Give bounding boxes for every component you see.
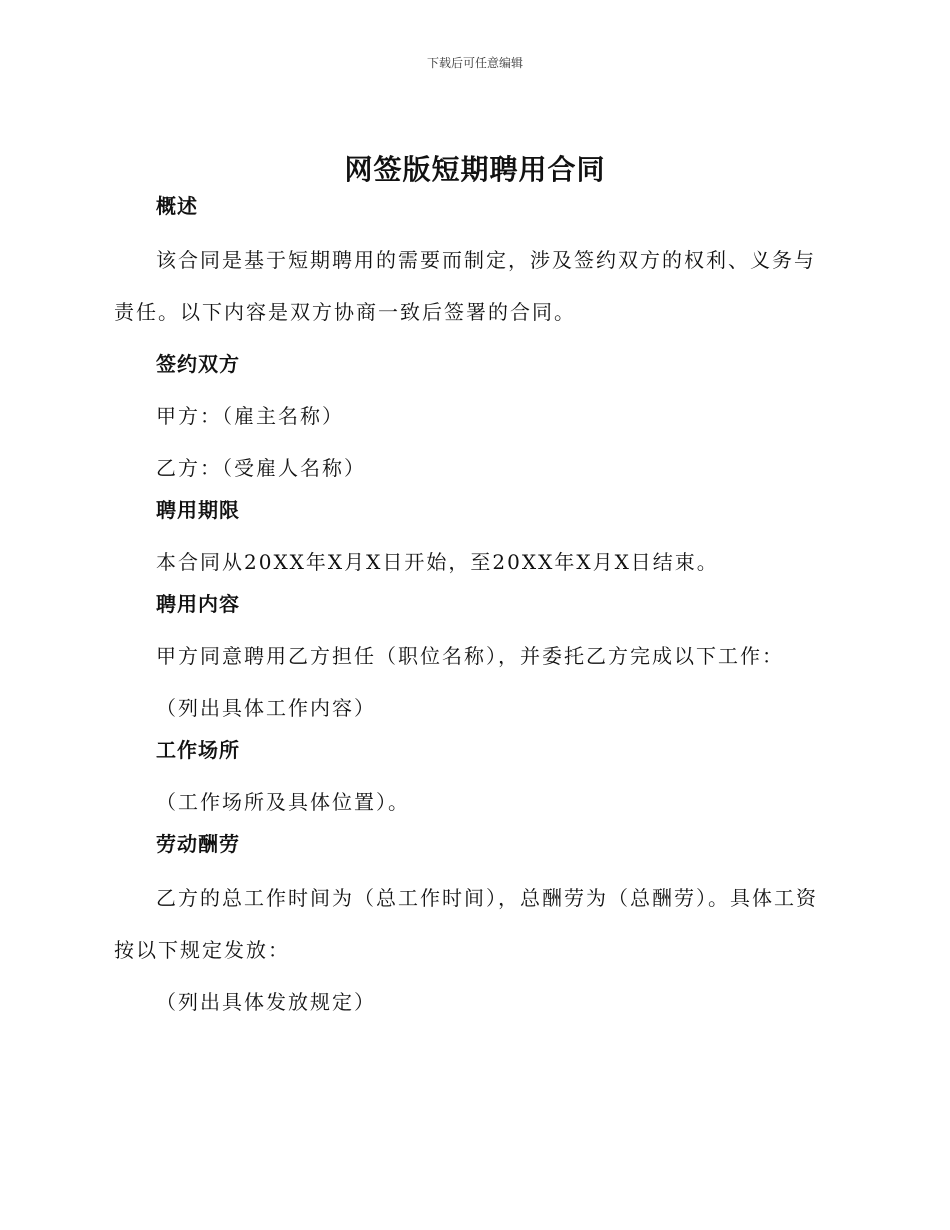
header-note: 下载后可任意编辑: [426, 56, 523, 70]
paragraph-content: 甲方同意聘用乙方担任（职位名称），并委托乙方完成以下工作：: [156, 644, 784, 668]
list-content: （列出具体工作内容）: [156, 696, 376, 720]
document-body: [114, 190, 834, 1028]
heading-workplace: 工作场所: [156, 738, 240, 762]
party-a: 甲方：（雇主名称）: [156, 404, 344, 428]
paragraph-term: 本合同从20XX年X月X日开始，至20XX年X月X日结束。: [156, 550, 719, 574]
heading-content: 聘用内容: [156, 592, 240, 616]
paragraph-pay: 乙方的总工作时间为（总工作时间），总酬劳为（总酬劳）。具体工资按以下规定发放：: [114, 886, 818, 962]
party-b: 乙方：（受雇人名称）: [156, 456, 366, 480]
heading-parties: 签约双方: [156, 352, 240, 376]
paragraph-overview: 该合同是基于短期聘用的需要而制定，涉及签约双方的权利、义务与责任。以下内容是双方协商一致后签署的合同。: [114, 248, 816, 324]
heading-overview: 概述: [156, 194, 198, 218]
document-title: 网签版短期聘用合同: [344, 153, 606, 186]
heading-pay: 劳动酬劳: [156, 832, 240, 856]
paragraph-workplace: （工作场所及具体位置）。: [156, 790, 410, 814]
heading-term: 聘用期限: [156, 498, 240, 522]
list-pay: （列出具体发放规定）: [156, 990, 376, 1014]
